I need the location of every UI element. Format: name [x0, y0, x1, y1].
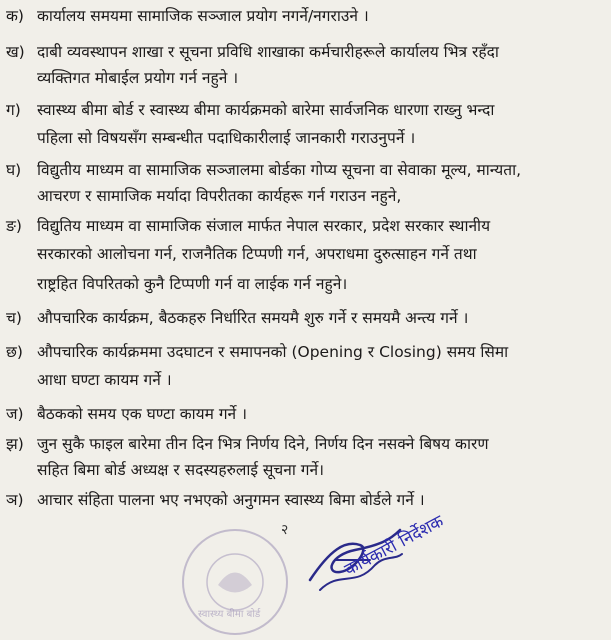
item-label: ग)	[6, 101, 21, 119]
item-text: बैठकको समय एक घण्टा कायम गर्ने ।	[36, 405, 247, 423]
item-label: च)	[6, 309, 22, 327]
item-label: ञ)	[6, 491, 24, 509]
item-text: विद्युतिय माध्यम वा सामाजिक संजाल मार्फत नेपाल सरकार, प्रदेश सरकार स्थानीय	[36, 217, 491, 235]
page-number: २	[281, 522, 289, 538]
item-nga-line3: राष्ट्रहित विपरितको कुनै टिप्पणी गर्न वा लाईक गर्न नहुने।	[37, 275, 348, 293]
item-label: क)	[6, 7, 24, 25]
item-text: औपचारिक कार्यक्रममा उदघाटन र समापनको (Opening र Closing) समय सिमा	[36, 343, 509, 361]
item-ja	[6, 398, 601, 431]
item-text: दाबी व्यवस्थापन शाखा र सूचना प्रविधि शाखाका कर्मचारीहरूले कार्यालय भित्र रहँदा	[36, 43, 499, 61]
item-jha-line2: सहित बिमा बोर्ड अध्यक्ष र सदस्यहरुलाई सूचना गर्ने।	[37, 461, 324, 479]
item-gha-line2: आचरण र सामाजिक मर्यादा विपरीतका कार्यहरू गर्न गराउन नहुने,	[37, 187, 402, 205]
item-text: विद्युतीय माध्यम वा सामाजिक सञ्जालमा बोर्डका गोप्य सूचना वा सेवाका मूल्य, मान्यता,	[36, 161, 522, 179]
item-chha-line2: आधा घण्टा कायम गर्ने ।	[37, 371, 172, 389]
item-label: ज)	[6, 405, 24, 423]
item-text: जुन सुकै फाइल बारेमा तीन दिन भित्र निर्णय दिने, निर्णय दिन नसक्ने बिषय कारण	[36, 435, 489, 453]
item-cha	[6, 302, 601, 335]
designation-stamp: कार्यकारी निर्देशक	[341, 511, 448, 581]
item-text: औपचारिक कार्यक्रम, बैठकहरु निर्धारित समयमै शुरु गर्ने र समयमै अन्त्य गर्ने ।	[36, 309, 469, 327]
item-label: ङ)	[6, 217, 22, 235]
office-seal-stamp	[178, 525, 293, 640]
item-ga-line2: पहिला सो विषयसँग सम्बन्धीत पदाधिकारीलाई जानकारी गराउनुपर्ने ।	[37, 129, 416, 147]
item-text: स्वास्थ्य बीमा बोर्ड र स्वास्थ्य बीमा कार्यक्रमको बारेमा सार्वजनिक धारणा राख्नु भन्दा	[36, 101, 495, 119]
item-ka	[6, 0, 601, 33]
item-text: आचार संहिता पालना भए नभएको अनुगमन स्वास्थ्य बिमा बोर्डले गर्ने ।	[36, 491, 425, 509]
seal-text: स्वास्थ्य बीमा बोर्ड	[198, 609, 261, 620]
item-label: घ)	[6, 161, 22, 179]
item-nga-line2: सरकारको आलोचना गर्न, राजनैतिक टिप्पणी गर्न, अपराधमा दुरुत्साहन गर्ने तथा	[37, 245, 477, 263]
item-label: ख)	[6, 43, 25, 61]
item-label: झ)	[6, 435, 24, 453]
item-kha-line2: व्यक्तिगत मोबाईल प्रयोग गर्न नहुने ।	[37, 69, 239, 87]
item-text: कार्यालय समयमा सामाजिक सञ्जाल प्रयोग नगर्ने/नगराउने ।	[36, 7, 369, 25]
item-label: छ)	[6, 343, 23, 361]
